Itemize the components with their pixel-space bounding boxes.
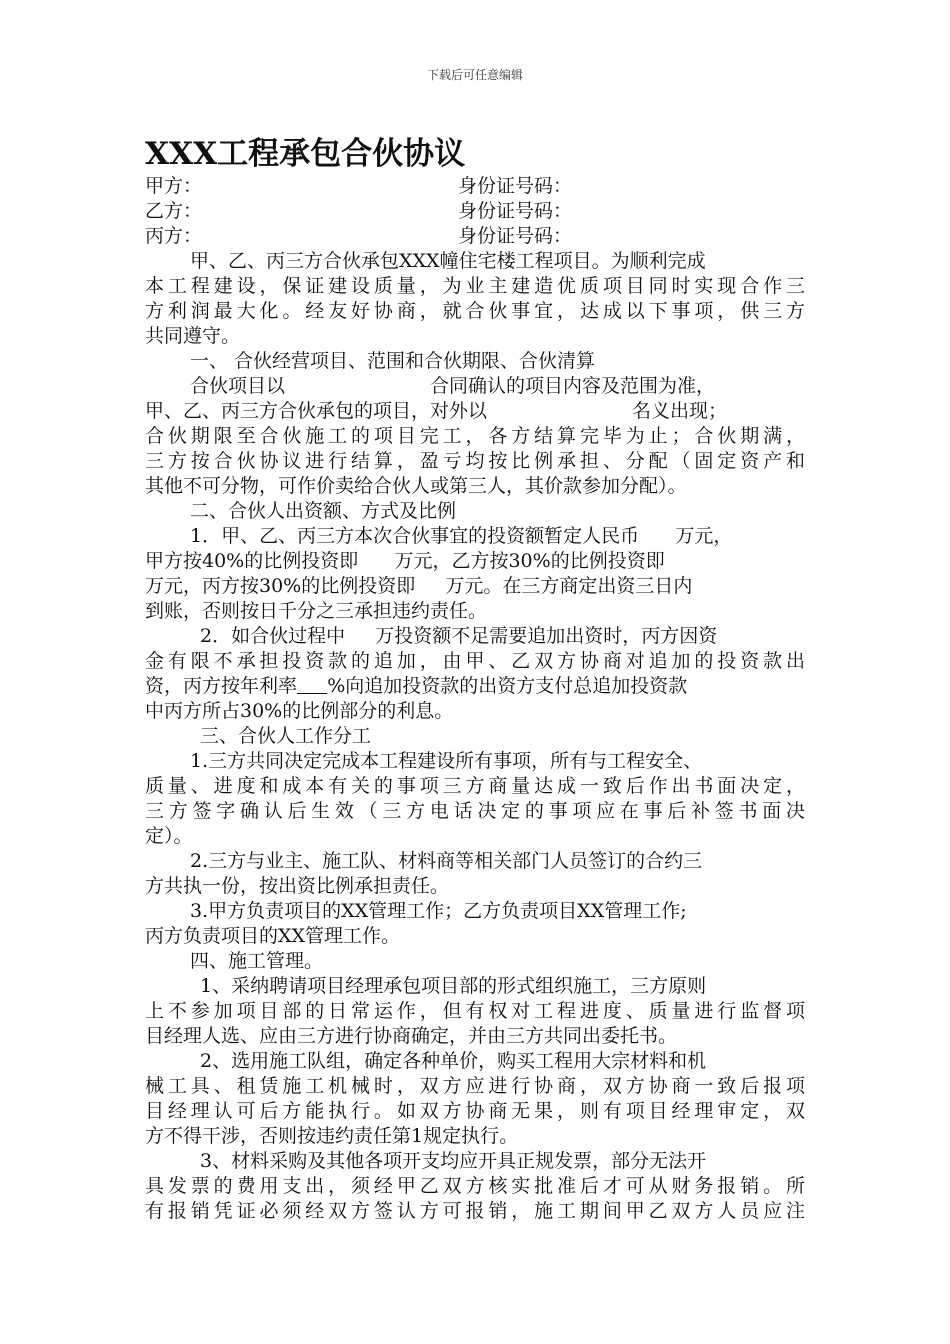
paragraph-line: 上不参加项目部的日常运作，但有权对工程进度、质量进行监督项 bbox=[145, 1000, 805, 1022]
party-b-label: 乙方： bbox=[145, 200, 203, 222]
paragraph-line: 其他不可分物，可作价卖给合伙人或第三人，其价款参加分配）。 bbox=[145, 475, 687, 497]
paragraph-line: 丙方负责项目的XX管理工作。 bbox=[145, 925, 401, 947]
paragraph-line: 合伙项目以 合同确认的项目内容及范围为准， bbox=[190, 375, 715, 397]
party-a-label: 甲方： bbox=[145, 175, 203, 197]
paragraph-line: 目经理人选、应由三方进行协商确定，并由三方共同出委托书。 bbox=[145, 1025, 678, 1047]
party-b-row bbox=[145, 199, 573, 224]
paragraph-line: 甲方按40%的比例投资即 万元，乙方按30%的比例投资即 bbox=[145, 550, 665, 572]
paragraph-line: 1、采纳聘请项目经理承包项目部的形式组织施工，三方原则 bbox=[200, 975, 707, 997]
paragraph-line: 1．甲、乙、丙三方本次合伙事宜的投资额暂定人民币 万元， bbox=[190, 525, 733, 547]
paragraph-line-with-blank bbox=[145, 674, 805, 699]
paragraph-line: 2.三方与业主、施工队、材料商等相关部门人员签订的合约三 bbox=[190, 850, 703, 872]
paragraph-line: 3、材料采购及其他各项开支均应开具正规发票，部分无法开 bbox=[200, 1150, 707, 1172]
header-note: 下载后可任意编辑 bbox=[426, 68, 523, 82]
paragraph-line: 共同遵守。 bbox=[145, 325, 241, 347]
party-b-id-label: 身份证号码： bbox=[458, 200, 573, 222]
paragraph-line: 甲、乙、丙三方合伙承包的项目，对外以 名义出现； bbox=[145, 400, 727, 422]
party-a-row bbox=[145, 174, 573, 199]
paragraph-line: 金有限不承担投资款的追加，由甲、乙双方协商对追加的投资款出 bbox=[145, 650, 805, 672]
paragraph-line: 方共执一份，按出资比例承担责任。 bbox=[145, 875, 450, 897]
document-title: XXX工程承包合伙协议 bbox=[145, 136, 466, 172]
paragraph-line: 定）。 bbox=[145, 825, 193, 847]
interest-rate-blank bbox=[297, 674, 327, 699]
paragraph-line: 万元，丙方按30%的比例投资即 万元。在三方商定出资三日内 bbox=[145, 575, 693, 597]
paragraph-line: 质量、进度和成本有关的事项三方商量达成一致后作出书面决定， bbox=[145, 775, 805, 797]
party-a-id-label: 身份证号码： bbox=[458, 175, 573, 197]
paragraph-line: 方利润最大化。经友好协商，就合伙事宜，达成以下事项，供三方 bbox=[145, 300, 805, 322]
paragraph-line: 三方签字确认后生效（三方电话决定的事项应在事后补签书面决 bbox=[145, 800, 805, 822]
paragraph-line: 目经理认可后方能执行。如双方协商无果，则有项目经理审定，双 bbox=[145, 1100, 805, 1122]
paragraph-line: 3.甲方负责项目的XX管理工作；乙方负责项目XX管理工作; bbox=[190, 900, 687, 922]
section-heading-1: 一、 合伙经营项目、范围和合伙期限、合伙清算 bbox=[190, 350, 596, 372]
paragraph-line: 械工具、租赁施工机械时，双方应进行协商，双方协商一致后报项 bbox=[145, 1075, 805, 1097]
paragraph-line: 方不得干涉，否则按违约责任第1规定执行。 bbox=[145, 1125, 519, 1147]
paragraph-text: %向追加投资款的出资方支付总追加投资款 bbox=[327, 675, 688, 697]
paragraph-line: 本工程建设，保证建设质量，为业主建造优质项目同时实现合作三 bbox=[145, 275, 805, 297]
paragraph-line: 甲、乙、丙三方合伙承包XXX幢住宅楼工程项目。为顺利完成 bbox=[190, 250, 706, 272]
paragraph-line: 中丙方所占30%的比例部分的利息。 bbox=[145, 700, 454, 722]
party-c-id-label: 身份证号码： bbox=[458, 225, 573, 247]
party-c-label: 丙方： bbox=[145, 225, 203, 247]
paragraph-line: 具发票的费用支出，须经甲乙双方核实批准后才可从财务报销。所 bbox=[145, 1175, 805, 1197]
party-c-row bbox=[145, 224, 573, 249]
paragraph-line: 有报销凭证必须经双方签认方可报销，施工期间甲乙双方人员应注 bbox=[145, 1200, 805, 1222]
paragraph-line: 2、选用施工队组，确定各种单价，购买工程用大宗材料和机 bbox=[200, 1050, 707, 1072]
paragraph-line: 合伙期限至合伙施工的项目完工，各方结算完毕为止；合伙期满， bbox=[145, 425, 805, 447]
paragraph-line: 1.三方共同决定完成本工程建设所有事项，所有与工程安全、 bbox=[190, 750, 703, 772]
section-heading-2: 二、合伙人出资额、方式及比例 bbox=[190, 500, 457, 522]
paragraph-line: 到账，否则按日千分之三承担违约责任。 bbox=[145, 600, 488, 622]
paragraph-line: 三方按合伙协议进行结算，盈亏均按比例承担、分配（固定资产和 bbox=[145, 450, 805, 472]
paragraph-text: 资，丙方按年利率 bbox=[145, 675, 298, 697]
paragraph-line: 2．如合伙过程中 万投资额不足需要追加出资时，丙方因资 bbox=[200, 625, 718, 647]
section-heading-4: 四、施工管理。 bbox=[190, 950, 324, 972]
section-heading-3: 三、合伙人工作分工 bbox=[200, 725, 372, 747]
